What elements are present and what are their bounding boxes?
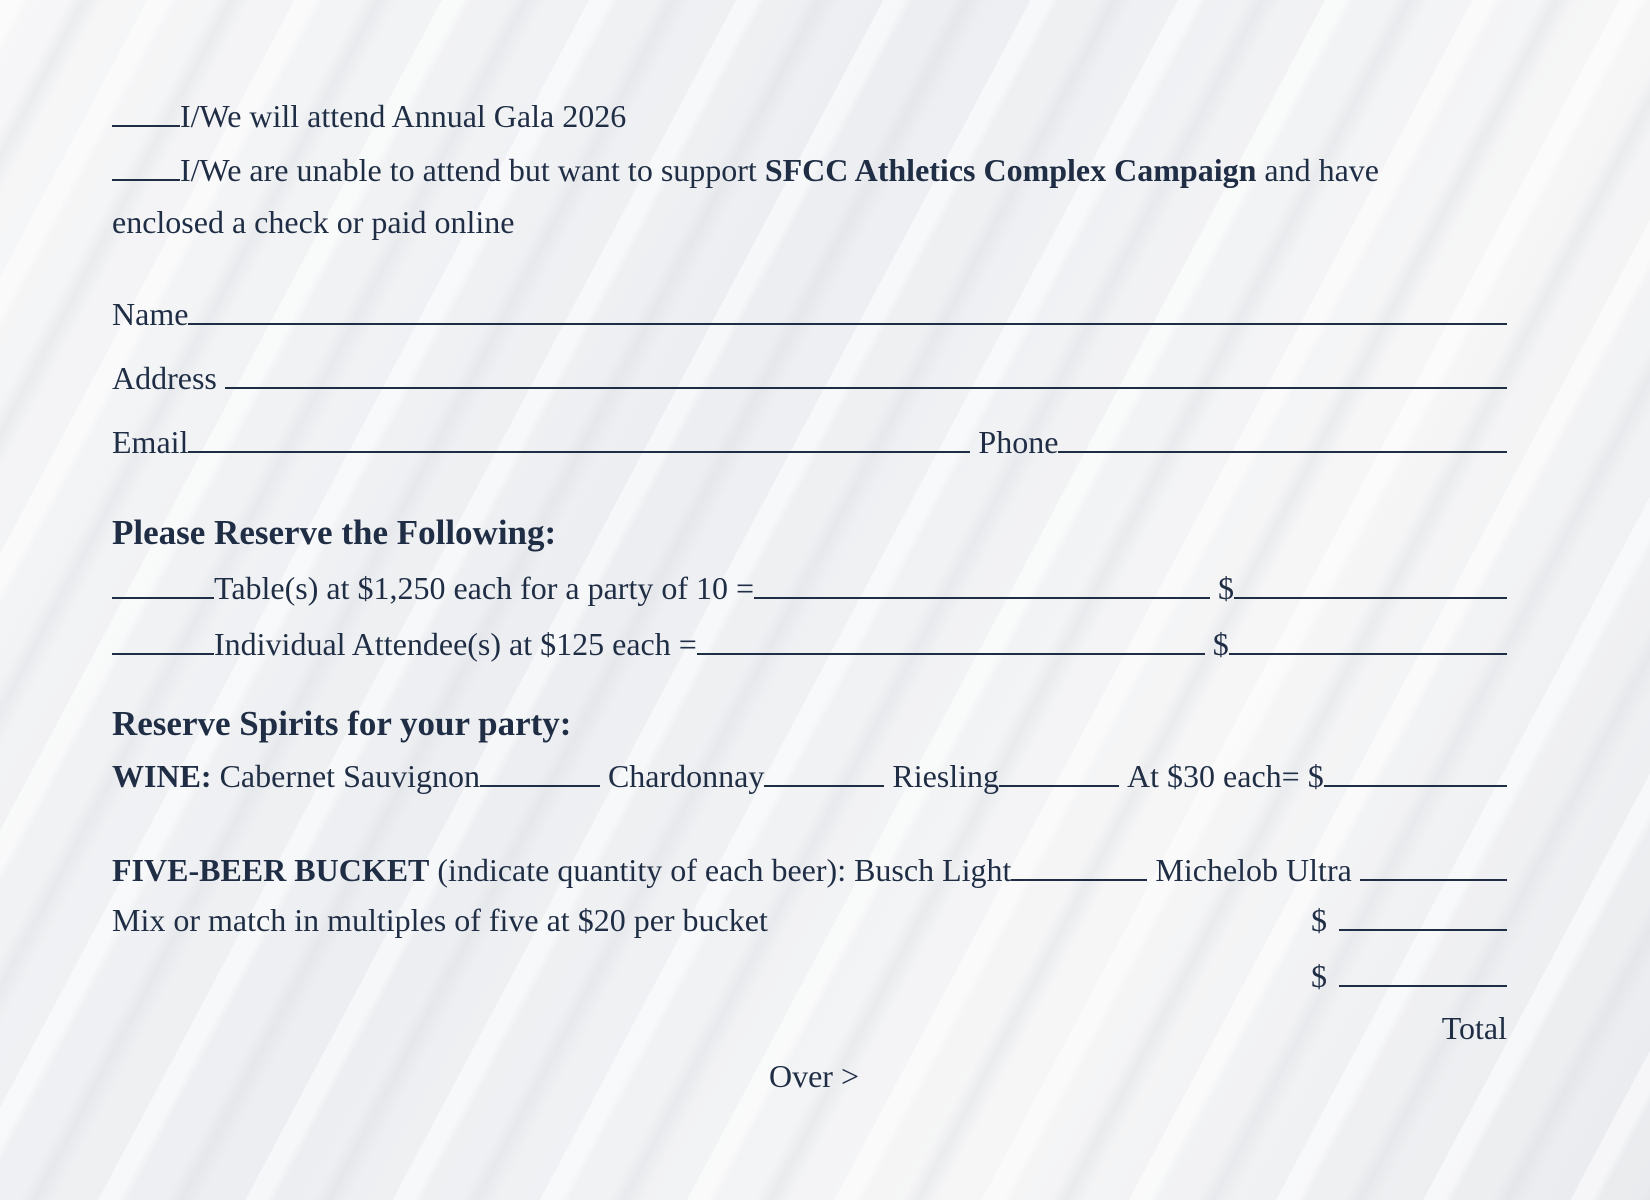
individual-currency: $: [1212, 626, 1229, 663]
beer-option-michelob: Michelob Ultra: [1155, 852, 1352, 889]
unable-check-blank[interactable]: [112, 152, 180, 181]
total-label-row: [112, 1012, 1507, 1044]
individual-calc-field[interactable]: [697, 626, 1205, 655]
name-field[interactable]: [188, 296, 1507, 325]
total-label: Total: [1441, 1010, 1507, 1046]
email-label: Email: [112, 424, 189, 461]
spirits-heading-text: Reserve Spirits for your party:: [112, 704, 572, 743]
wine-label: WINE:: [112, 758, 212, 795]
attend-option: [112, 98, 1507, 135]
wine-riesling-qty[interactable]: [999, 758, 1119, 787]
name-row: [112, 296, 1507, 333]
individual-qty-field[interactable]: [112, 626, 214, 655]
beer-currency: $: [1311, 902, 1327, 939]
tables-row: [112, 570, 1507, 607]
wine-option-cabernet: Cabernet Sauvignon: [219, 758, 480, 795]
email-phone-row: [112, 424, 1507, 461]
over-text: Over >: [768, 1058, 859, 1094]
unable-option: [112, 152, 1507, 189]
attend-text: I/We will attend Annual Gala 2026: [180, 98, 627, 135]
address-label: Address: [112, 360, 217, 397]
over-row: [0, 1060, 1628, 1092]
attend-check-blank[interactable]: [112, 98, 180, 127]
tables-text: Table(s) at $1,250 each for a party of 10 =: [214, 570, 755, 607]
wine-option-chardonnay: Chardonnay: [607, 758, 765, 795]
tables-calc-field[interactable]: [754, 570, 1210, 599]
address-field[interactable]: [225, 360, 1507, 389]
beer-michelob-qty[interactable]: [1360, 852, 1507, 881]
unable-suffix: and have: [1256, 152, 1379, 189]
address-row: [112, 360, 1507, 397]
unable-text: I/We are unable to attend but want to support: [180, 152, 765, 189]
phone-label: Phone: [978, 424, 1059, 461]
phone-field[interactable]: [1058, 424, 1507, 453]
beer-label: FIVE-BEER BUCKET: [112, 852, 430, 889]
individual-amount-field[interactable]: [1229, 626, 1507, 655]
individual-row: [112, 626, 1507, 663]
beer-amount-field[interactable]: [1339, 902, 1507, 931]
name-label: Name: [112, 296, 189, 333]
individual-text: Individual Attendee(s) at $125 each =: [214, 626, 697, 663]
spirits-heading: [112, 706, 1507, 741]
tables-amount-field[interactable]: [1234, 570, 1507, 599]
beer-mix-text: Mix or match in multiples of five at $20 per bucket: [112, 902, 768, 939]
unable-option-line2: [112, 206, 1507, 238]
tables-qty-field[interactable]: [112, 570, 214, 599]
tables-currency: $: [1218, 570, 1235, 607]
total-currency: $: [1311, 958, 1327, 995]
wine-price-text: At $30 each= $: [1127, 758, 1324, 795]
wine-cabernet-qty[interactable]: [480, 758, 600, 787]
beer-row: [112, 852, 1507, 889]
campaign-name: SFCC Athletics Complex Campaign: [764, 152, 1257, 189]
beer-busch-qty[interactable]: [1011, 852, 1147, 881]
beer-option-busch: Busch Light: [854, 852, 1012, 889]
beer-note: (indicate quantity of each beer):: [429, 852, 855, 889]
wine-chardonnay-qty[interactable]: [764, 758, 884, 787]
reserve-heading-text: Please Reserve the Following:: [112, 513, 557, 552]
wine-amount-field[interactable]: [1324, 758, 1507, 787]
wine-option-riesling: Riesling: [892, 758, 1000, 795]
wine-row: [112, 758, 1507, 795]
total-amount-row: [112, 958, 1507, 995]
total-amount-field[interactable]: [1339, 958, 1507, 987]
beer-mix-row: [112, 902, 1507, 939]
reserve-heading: [112, 515, 1507, 550]
unable-line2: enclosed a check or paid online: [112, 204, 515, 240]
email-field[interactable]: [188, 424, 970, 453]
